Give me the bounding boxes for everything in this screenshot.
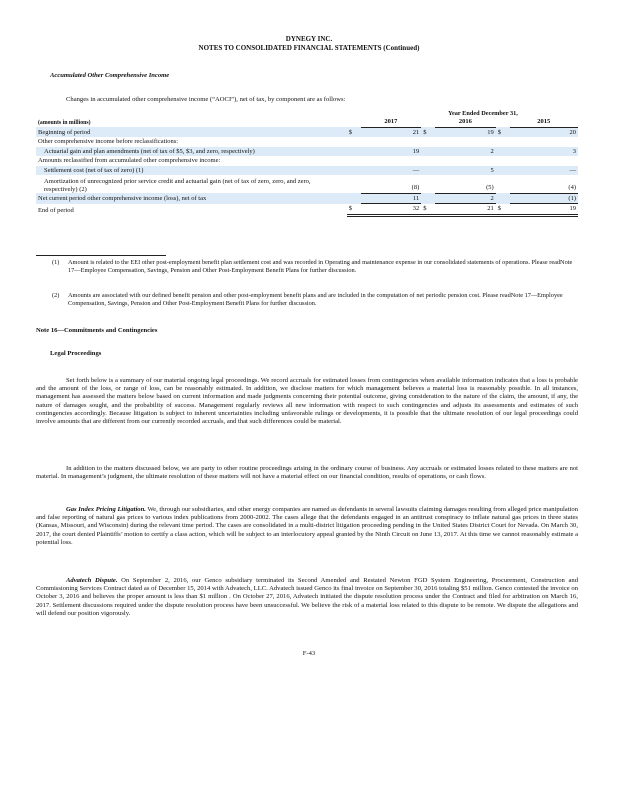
page-title: NOTES TO CONSOLIDATED FINANCIAL STATEMENTS (Continued) <box>198 44 420 52</box>
table-row <box>36 137 578 147</box>
aoci-heading: Accumulated Other Comprehensive Income <box>50 72 170 79</box>
cell-value: 19 <box>435 127 496 137</box>
advatech-text: On September 2, 2016, our Genco subsidiary terminated its Second Amended and Restated Newton FGD System Engineering, Procurement, Construction and Commissioning Services Contract dated as of December 15, 2014 with Advatech, LLC. Advatech issued Genco its final invoice on September 30, 2016 totaling $51 million. Genco contested the invoice on October 3, 2016 and believes the proper amount is less than $1 million . On October 27, 2016, Advatech initiated the dispute resolution process under the Contract and filed for arbitration on March 16, 2017. Settlement discussions required under the dispute resolution process have been unsuccessful. We believe the risk of a material loss related to this dispute to be remote. We dispute the allegations and will defend our position vigorously. <box>36 577 578 617</box>
legal-paragraph-2: In addition to the matters discussed below, we are party to other routine proceedings arising in the ordinary course of business. Any accruals or estimated losses related to these matters are not material. In management’s judgment, the ultimate resolution of these matters will not have a material effect on our financial condition, results of operations, or cash flows. <box>36 465 578 481</box>
advatech-title: Advatech Dispute. <box>66 577 118 584</box>
cell-value: 2 <box>435 193 496 204</box>
gas-index-paragraph <box>36 506 578 547</box>
cell-value: (4) <box>510 175 578 193</box>
footnote-text: Amounts are associated with our defined benefit pension and other post-employment benefit plans and are included in the computation of net periodic pension cost. Please readNote 17—Employee Compensation, Savings, Pension and Other Post-Employment Benefit Plans for further discussion. <box>68 292 563 307</box>
row-label: Actuarial gain and plan amendments (net of tax of $5, $3, and zero, respectively) <box>36 147 347 157</box>
cell-value: 21 <box>361 127 422 137</box>
footnote-mark: (2) <box>52 292 60 299</box>
section-subheading: Legal Proceedings <box>50 350 102 357</box>
cell-value: 3 <box>510 147 578 157</box>
table-row <box>36 156 578 166</box>
footnote-mark: (1) <box>52 259 60 266</box>
row-label: Settlement cost (net of tax of zero) (1) <box>36 166 347 176</box>
cell-value: 21 <box>435 204 496 216</box>
page-number: F-43 <box>302 650 316 657</box>
aoci-intro: Changes in accumulated other comprehensive income (“AOCI”), net of tax, by component are as follows: <box>66 96 346 103</box>
cell-value: — <box>361 166 422 176</box>
currency-symbol: $ <box>347 204 361 216</box>
year-header: 2017 <box>361 117 422 127</box>
row-label: Net current period other comprehensive income (loss), net of tax <box>36 193 347 204</box>
cell-value: 32 <box>361 204 422 216</box>
footnote-divider <box>36 255 166 256</box>
table-row <box>36 204 578 216</box>
cell-value: (8) <box>361 175 422 193</box>
cell-value: 2 <box>435 147 496 157</box>
units-label: (amounts in millions) <box>38 119 91 126</box>
row-label: Amounts reclassified from accumulated other comprehensive income: <box>38 157 221 165</box>
gas-index-text: We, through our subsidiaries, and other energy companies are named as defendants in several lawsuits claiming damages resulting from alleged price manipulation and false reporting of natural gas prices to various index publications from 2000-2002. The cases allege that the defendants engaged in an antitrust conspiracy to inflate natural gas prices in three states (Kansas, Missouri, and Wisconsin) during the relevant time period. The cases are consolidated in a multi-district litigation proceeding pending in the United States District Court for Nevada. On March 30, 2017, the court denied Plaintiffs’ motion to certify a class action, which will be subject to an interlocutory appeal granted by the Ninth Circuit on June 13, 2017. At this time we cannot reasonably estimate a potential loss. <box>36 506 578 546</box>
note-heading: Note 16—Commitments and Contingencies <box>36 327 158 334</box>
gas-index-title: Gas Index Pricing Litigation. <box>66 506 146 513</box>
period-header: Year Ended December 31, <box>448 110 518 117</box>
currency-symbol: $ <box>421 127 435 137</box>
currency-symbol: $ <box>496 127 510 137</box>
cell-value: 5 <box>435 166 496 176</box>
currency-symbol: $ <box>347 127 361 137</box>
cell-value: 19 <box>510 204 578 216</box>
footnote-text: Amount is related to the EEI other post-employment benefit plan settlement cost and was recorded in Operating and maintenance expense in our consolidated statements of operations. Please readNote 17—Employee Compensation, Savings, Pension and Other Post-Employment Benefit Plans for further discussion. <box>68 259 573 274</box>
advatech-paragraph <box>36 577 578 618</box>
row-label: End of period <box>38 206 74 214</box>
table-row <box>36 127 578 137</box>
table-row <box>36 147 578 157</box>
row-label: Amortization of unrecognized prior service credit and actuarial gain (net of tax of zero, zero, and zero, respectively) (2) <box>44 178 311 193</box>
cell-value: 11 <box>361 193 422 204</box>
table-row <box>36 175 578 193</box>
row-label: Other comprehensive income before reclassifications: <box>38 138 179 146</box>
company-name: DYNEGY INC. <box>285 35 333 43</box>
cell-value: 20 <box>510 127 578 137</box>
row-label: Beginning of period <box>36 127 347 137</box>
year-header: 2015 <box>510 117 578 127</box>
cell-value: 19 <box>361 147 422 157</box>
legal-paragraph-1: Set forth below is a summary of our material ongoing legal proceedings. We record accruals for estimated losses from contingencies when available information indicates that a loss is probable and the amount of the loss, or range of loss, can be reasonably estimated. In addition, we disclose matters for which management believes a material loss is reasonably possible. In all instances, management has assessed the matters below based on current information and made judgments concerning their potential outcome, giving consideration to the nature of the claim, the amount, if any, the nature of damages sought, and the probability of success. Management regularly reviews all new information with respect to such contingencies and adjusts its assessments and estimates of such contingencies accordingly. Because litigation is subject to inherent uncertainties including unfavorable rulings or developments, it is possible that the ultimate resolution of our legal proceedings could involve amounts that are different from our currently recorded accruals, and that such differences could be material. <box>36 377 578 426</box>
table-row <box>36 166 578 176</box>
aoci-table <box>36 117 578 217</box>
currency-symbol: $ <box>421 204 435 216</box>
year-header: 2016 <box>435 117 496 127</box>
table-row <box>36 193 578 204</box>
cell-value: (5) <box>435 175 496 193</box>
currency-symbol: $ <box>496 204 510 216</box>
cell-value: (1) <box>510 193 578 204</box>
cell-value: — <box>510 166 578 176</box>
